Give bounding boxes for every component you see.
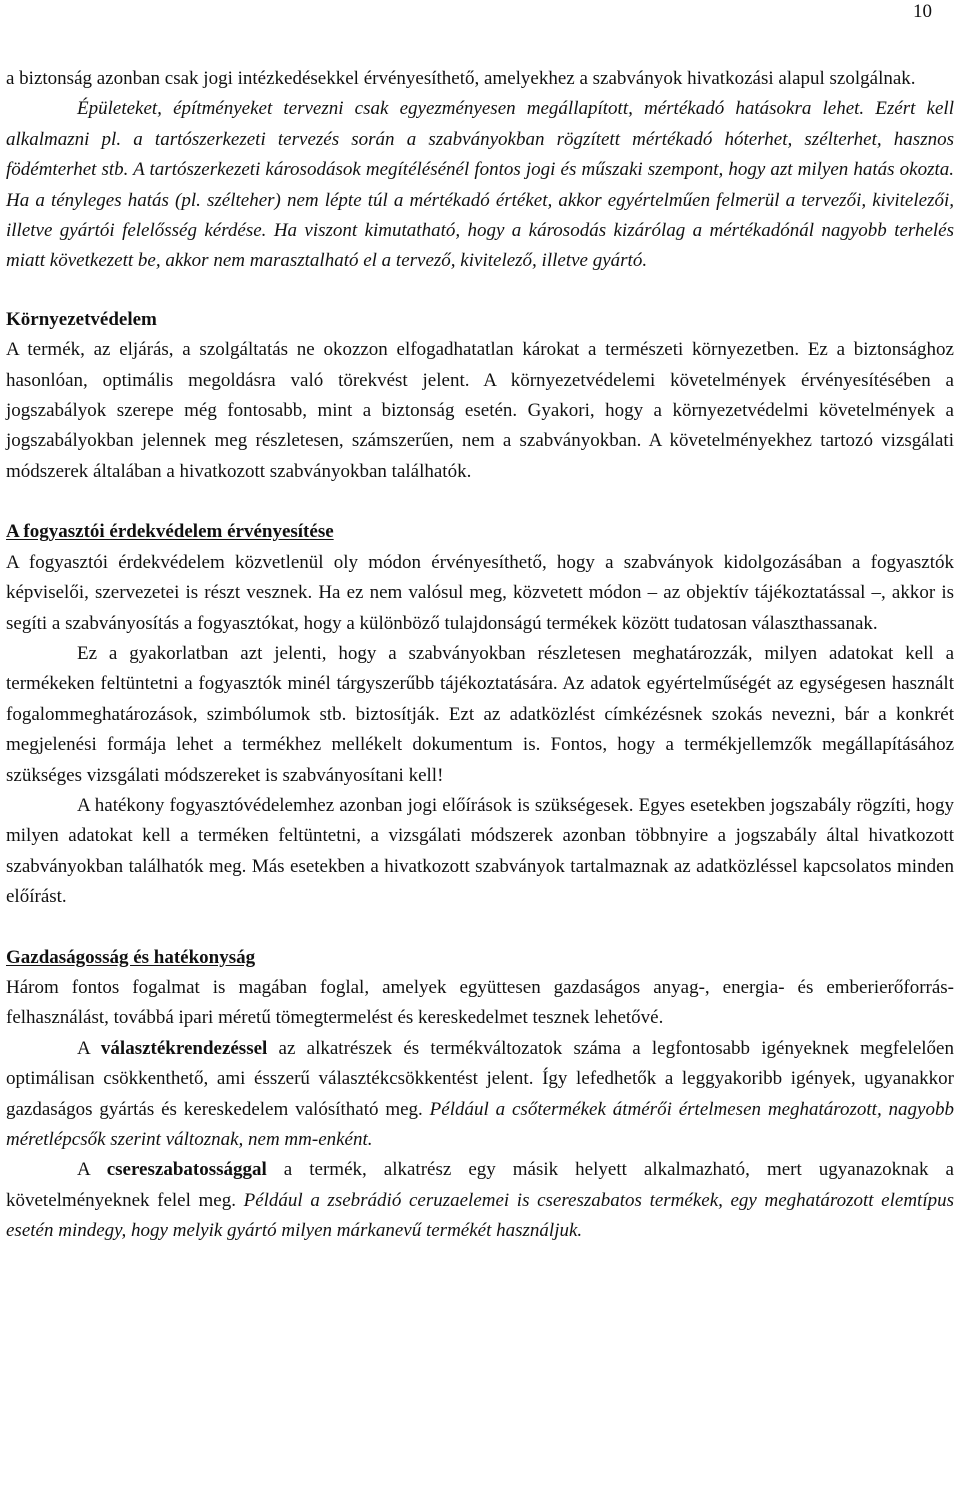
example-text: Például a csőtermékek átmérői értelmesen meghatározott, nagyobb méretlépcsők szerint változnak, nem mm-enként.	[6, 1098, 954, 1150]
section-heading-economy: Gazdaságosság és hatékonyság	[6, 946, 256, 968]
economy-paragraph-1: Három fontos fogalmat is magában foglal, amelyek együttesen gazdaságos anyag-, energia- és emberierőforrás-felhasználást, továbbá ipari méretű tömegtermelést és kereskedelmet tesznek lehetővé.	[6, 976, 954, 1029]
text-run: a termék, alkatrész egy másik helyett alkalmazható, mert ugyanazoknak a követelményeknek felel meg.	[6, 1159, 954, 1211]
economy-paragraph-2	[6, 1034, 954, 1156]
term-valasztekrendezes: választékrendezéssel	[100, 1037, 268, 1059]
section-heading-environment: Környezetvédelem	[6, 308, 157, 330]
text-run: A	[77, 1159, 107, 1181]
page-number: 10	[913, 1, 932, 22]
intro-paragraph-1: a biztonság azonban csak jogi intézkedésekkel érvényesíthető, amelyekhez a szabványok hivatkozási alapul szolgálnak.	[6, 68, 916, 89]
environment-paragraph-1: A termék, az eljárás, a szolgáltatás ne okozzon elfogadhatatlan károkat a természeti környezetben. Ez a biztonsághoz hasonlóan, optimális megoldásra való törekvést jelent. A környezetvédelemi követelmények érvényesítésében a jogszabályok szerepe még fontosabb, mint a biztonság esetén. Gyakori, hogy a környezetvédelmi követelmények a jogszabályokban jelennek meg részletesen, számszerűen, nem a szabványokban. A követelményekhez tartozó vizsgálati módszerek általában a hivatkozott szabványokban találhatók.	[6, 339, 954, 482]
intro-paragraph-2: Épületeket, építményeket tervezni csak egyezményesen megállapított, mértékadó hatásokra lehet. Ezért kell alkalmazni pl. a tartószerkezeti tervezés során a szabványokban rögzített mértékadó hóterhet, szélterhet, hasznos födémterhet stb. A tartószerkezeti károsodások megítélésénél fontos jogi és műszaki szempont, hogy azt milyen hatás okozta. Ha a tényleges hatás (pl. szélteher) nem lépte túl a mértékadó értéket, akkor egyértelműen felmerül a tervezői, kivitelezői, illetve gyártói felelősség kérdése. Ha viszont kimutatható, hogy a károsodás kizárólag a mértékadónál nagyobb terhelés miatt következett be, akkor nem marasztalható el a tervező, kivitelező, illetve gyártó.	[6, 98, 954, 272]
section-heading-consumer: A fogyasztói érdekvédelem érvényesítése	[6, 521, 334, 543]
consumer-paragraph-3: A hatékony fogyasztóvédelemhez azonban jogi előírások is szükségesek. Egyes esetekben jogszabály rögzíti, hogy milyen adatokat kell a terméken feltüntetni, a vizsgálati módszerek azonban többnyire a jogszabály által hivatkozott szabványokban találhatók meg. Más esetekben a hivatkozott szabványok tartalmaznak az adatközléssel kapcsolatos minden előírást.	[6, 794, 954, 908]
economy-paragraph-3	[6, 1155, 954, 1246]
consumer-paragraph-1: A fogyasztói érdekvédelem közvetlenül oly módon érvényesíthető, hogy a szabványok kidolgozásában a fogyasztók képviselői, szervezetei is részt vesznek. Ha ez nem valósul meg, közvetett módon – az objektív tájékoztatással –, akkor is segíti a szabványosítás a fogyasztókat, hogy a különböző tulajdonságú termékek között tudatosan választhassanak.	[6, 551, 954, 634]
document-body	[6, 64, 954, 1247]
term-csereszabatossag: csereszabatossággal	[106, 1159, 267, 1181]
text-run: az alkatrészek és termékváltozatok száma a legfontosabb igényeknek megfelelően optimálisan csökkenthető, ami ésszerű választékcsökkentést jelent. Így lefedhetők a leggyakoribb igények, ugyanakkor gazdaságos gyártás és kereskedelem valósítható meg.	[6, 1037, 954, 1120]
text-run: A	[77, 1037, 101, 1059]
consumer-paragraph-2: Ez a gyakorlatban azt jelenti, hogy a szabványokban részletesen meghatározzák, milyen adatokat kell a termékeken feltüntetni a fogyasztók minél tárgyszerűbb tájékoztatására. Az adatok egyértelműségét az egységesen használt fogalommeghatározások, szimbólumok stb. biztosítják. Ezt az adatközlést címkézésnek szokás nevezni, bár a konkrét megjelenési formája lehet a termékhez mellékelt dokumentum is. Fontos, hogy a termékjellemzők megállapításához szükséges vizsgálati módszereket is szabványosítani kell!	[6, 642, 954, 786]
example-text: Például a zsebrádió ceruzaelemei is csereszabatos termékek, egy meghatározott elemtípus esetén mindegy, hogy melyik gyártó milyen márkanevű termékét használjuk.	[6, 1189, 955, 1242]
